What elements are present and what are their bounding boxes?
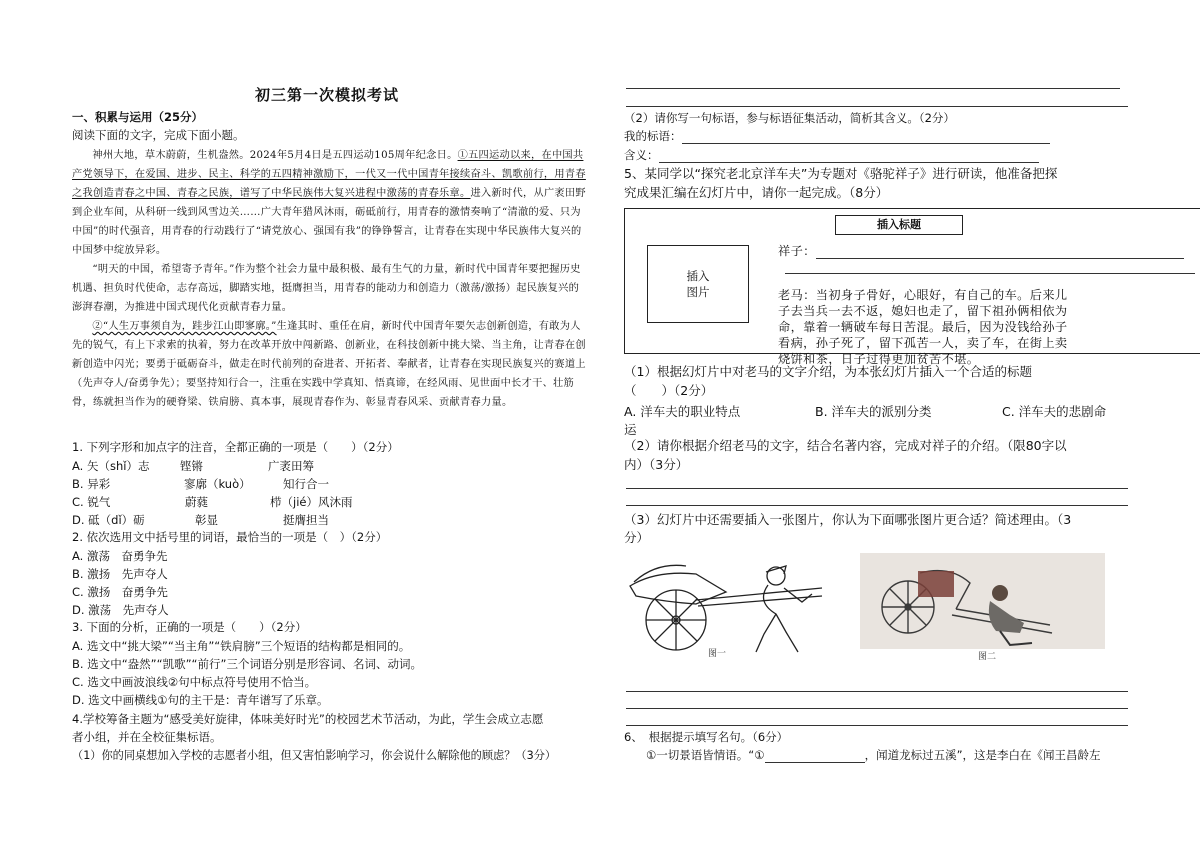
q5-sub3-line2: 分） [624,530,650,545]
q2-option-b[interactable]: B. 激扬 先声夺人 [72,567,168,581]
q3-stem: 3. 下面的分析，正确的一项是（ ）（2分） [72,620,307,634]
q4-sub2: （2）请你写一句标语，参与标语征集活动，简析其含义。（2分） [624,111,955,125]
q6-blank-1[interactable] [765,750,865,763]
q5-sub2-line1: （2）请你根据介绍老马的文字，结合名著内容，完成对祥子的介绍。（限80字以 [624,438,1067,453]
answer-line[interactable] [626,106,1128,107]
q6-stem: 6、 根据提示填写名句。（6分） [624,730,789,744]
slogan-input[interactable] [682,130,1050,144]
slide-frame [624,208,1200,366]
figure-1-caption: 图一 [708,649,727,658]
slogan-row: 我的标语： [624,129,1050,144]
q1-option-d-word3: 挺膺担当 [283,513,329,527]
slide-title-box[interactable]: 插入标题 [835,215,963,235]
q5-sub1-line1: （1）根据幻灯片中对老马的文字介绍，为本张幻灯片插入一个合适的标题 [624,364,1032,379]
q2-option-a[interactable]: A. 激荡 奋勇争先 [72,549,168,563]
q1-option-a-word2: 铿锵 [180,459,203,473]
reading-passage [72,146,588,412]
q5-sub1-option-c-wrap: 运 [624,422,637,437]
q1-option-a[interactable]: A. 矢（shǐ）志 [72,459,150,473]
q3-option-b[interactable]: B. 选文中“盎然”“凯歌”“前行”三个词语分别是形容词、名词、动词。 [72,657,422,671]
q2-option-c[interactable]: C. 激扬 奋勇争先 [72,585,168,599]
q5-sub1-option-b[interactable]: B. 洋车夫的派别分类 [815,404,932,419]
q4-sub1: （1）你的同桌想加入学校的志愿者小组，但又害怕影响学习，你会说什么解除他的顾虑？（3分） [72,749,557,762]
q3-option-a[interactable]: A. 选文中“挑大梁”“当主角”“铁肩膀”三个短语的结构都是相同的。 [72,639,411,653]
q5-sub2-line2: 内）（3分） [624,457,689,472]
q2-stem: 2. 依次选用文中括号里的词语，最恰当的一项是（ ）（2分） [72,530,388,544]
answer-line[interactable] [626,691,1128,692]
slide-image-placeholder[interactable] [647,245,749,323]
q1-option-d[interactable]: D. 砥（dǐ）砺 [72,513,145,527]
image-placeholder-line2: 图片 [686,285,710,299]
q1-option-b-word2: 寥廓（kuò） [184,477,251,491]
q1-option-d-word2: 彰显 [195,513,218,527]
q5-sub3-line1: （3）幻灯片中还需要插入一张图片，你认为下面哪张图片更合适？简述理由。（3 [624,512,1072,527]
passage-paragraph-2: “明天的中国，希望寄予青年。”作为整个社会力量中最积极、最有生气的力量，新时代中国青年要把握历史机遇、担负时代使命，志存高远，脚踏实地，挺膺担当，用青春的能动力和创造力（激荡/激扬）起民族复兴的澎湃春潮，为推进中国式现代化贡献青春力量。 [72,264,581,313]
q1-option-b[interactable]: B. 异彩 [72,477,111,491]
answer-line[interactable] [626,488,1128,489]
q2-option-d[interactable]: D. 激荡 先声夺人 [72,603,169,617]
q1-option-c-word2: 蔚蕤 [185,495,208,509]
q5-sub1-option-c[interactable]: C. 洋车夫的悲剧命 [1002,404,1107,419]
q1-option-c-word3: 栉（jié）风沐雨 [270,495,353,509]
meaning-row: 含义： [624,148,1039,163]
q3-option-c[interactable]: C. 选文中画波浪线②句中标点符号使用不恰当。 [72,675,317,689]
q5-sub1-line2: （ ）（2分） [624,383,714,398]
q3-option-d[interactable]: D. 选文中画横线①句的主干是：青年谱写了乐章。 [72,693,329,707]
reading-intro: 阅读下面的文字，完成下面小题。 [72,128,245,142]
q5-sub1-option-a[interactable]: A. 洋车夫的职业特点 [624,404,741,419]
q6-line-1: ①一切景语皆情语。“① ，闻道龙标过五溪”，这是李白在《闻王昌龄左 [646,748,1101,762]
figure-1-rickshaw-drawing[interactable] [626,552,826,658]
q4-stem-line1: 4.学校筹备主题为“感受美好旋律，体味美好时光”的校园艺术节活动，为此，学生会成立志愿 [72,712,544,726]
answer-line[interactable] [626,708,1128,709]
q1-option-a-word3: 广袤田筹 [268,459,314,473]
figure-2-caption: 图二 [978,652,997,661]
answer-line[interactable] [626,725,1128,726]
figure-2-rickshaw-photo[interactable] [860,553,1105,661]
xiangzi-input[interactable] [816,246,1184,259]
xiangzi-line-2[interactable] [785,273,1195,274]
laoma-text: 老马：当初身子骨好，心眼好，有自己的车。后来儿 子去当兵一去不返，媳妇也走了，留下祖孙俩相依为 命，靠着一辆破车每日苦混。最后，因为没钱给孙子 看病，孙子死了，留下孤苦一人，卖了车，在街上卖 烧饼和茶，日子过得更加贫苦不堪。 [778,288,1068,366]
passage-paragraph-1: 神州大地，草木蔚蔚，生机盎然。2024年5月4日是五四运动105周年纪念日。①五四运动以来，在中国共产党领导下，在爱国、进步、民主、科学的五四精神激励下，一代又一代中国青年接续奋斗、凯歌前行，用青春之我创造青春之中国、青春之民族，谱写了中华民族伟大复兴进程中激荡的青春乐章。进入新时代，从广袤田野到企业车间，从科研一线到风雪边关……广大青年猎风沐雨，砺砥前行，用青春的激情奏响了“清澈的爱、只为中国”的时代强音，用青春的行动践行了“请党放心、强国有我”的铮铮誓言，让青春在实现中华民族伟大复兴的中国梦中绽放异彩。 [72,150,586,256]
q5-stem-line1: 5、某同学以“探究老北京洋车夫”为专题对《骆驼祥子》进行研读，他准备把探 [624,166,1058,181]
q5-stem-line2: 究成果汇编在幻灯片中，请你一起完成。（8分） [624,185,889,200]
answer-line[interactable] [626,88,1120,89]
q1-stem: 1. 下列字形和加点字的注音，全都正确的一项是（ ）（2分） [72,440,399,454]
passage-paragraph-3: ②“人生万事须自为，跬步江山即寥廓。”生逢其时、重任在肩，新时代中国青年要矢志创新创造，有敢为人先的锐气，有上下求索的执着，努力在改革开放中闯新路、创新业，在科技创新中挑大梁、当主角，让青春在创新创造中闪光；要勇于砥砺奋斗，做走在时代前列的奋进者、开拓者、奉献者，让青春在实现民族复兴的赛道上（先声夺人/奋勇争先）；要坚持知行合一，注重在实践中学真知、悟真谛，在经风雨、见世面中长才干、壮筋骨，练就担当作为的硬脊梁、铁肩膀、真本事，展现青春作为、彰显青春风采、贡献青春力量。 [72,321,586,408]
q4-stem-line2: 者小组，并在全校征集标语。 [72,730,222,744]
image-placeholder-line1: 插入 [686,269,710,283]
meaning-input[interactable] [659,149,1039,163]
answer-line[interactable] [626,505,1128,506]
q1-option-c[interactable]: C. 锐气 [72,495,111,509]
exam-title: 初三第一次模拟考试 [255,86,400,104]
q1-option-b-word3: 知行合一 [283,477,329,491]
section-title: 一、积累与运用（25分） [72,110,204,124]
xiangzi-row: 祥子： [778,243,1184,259]
